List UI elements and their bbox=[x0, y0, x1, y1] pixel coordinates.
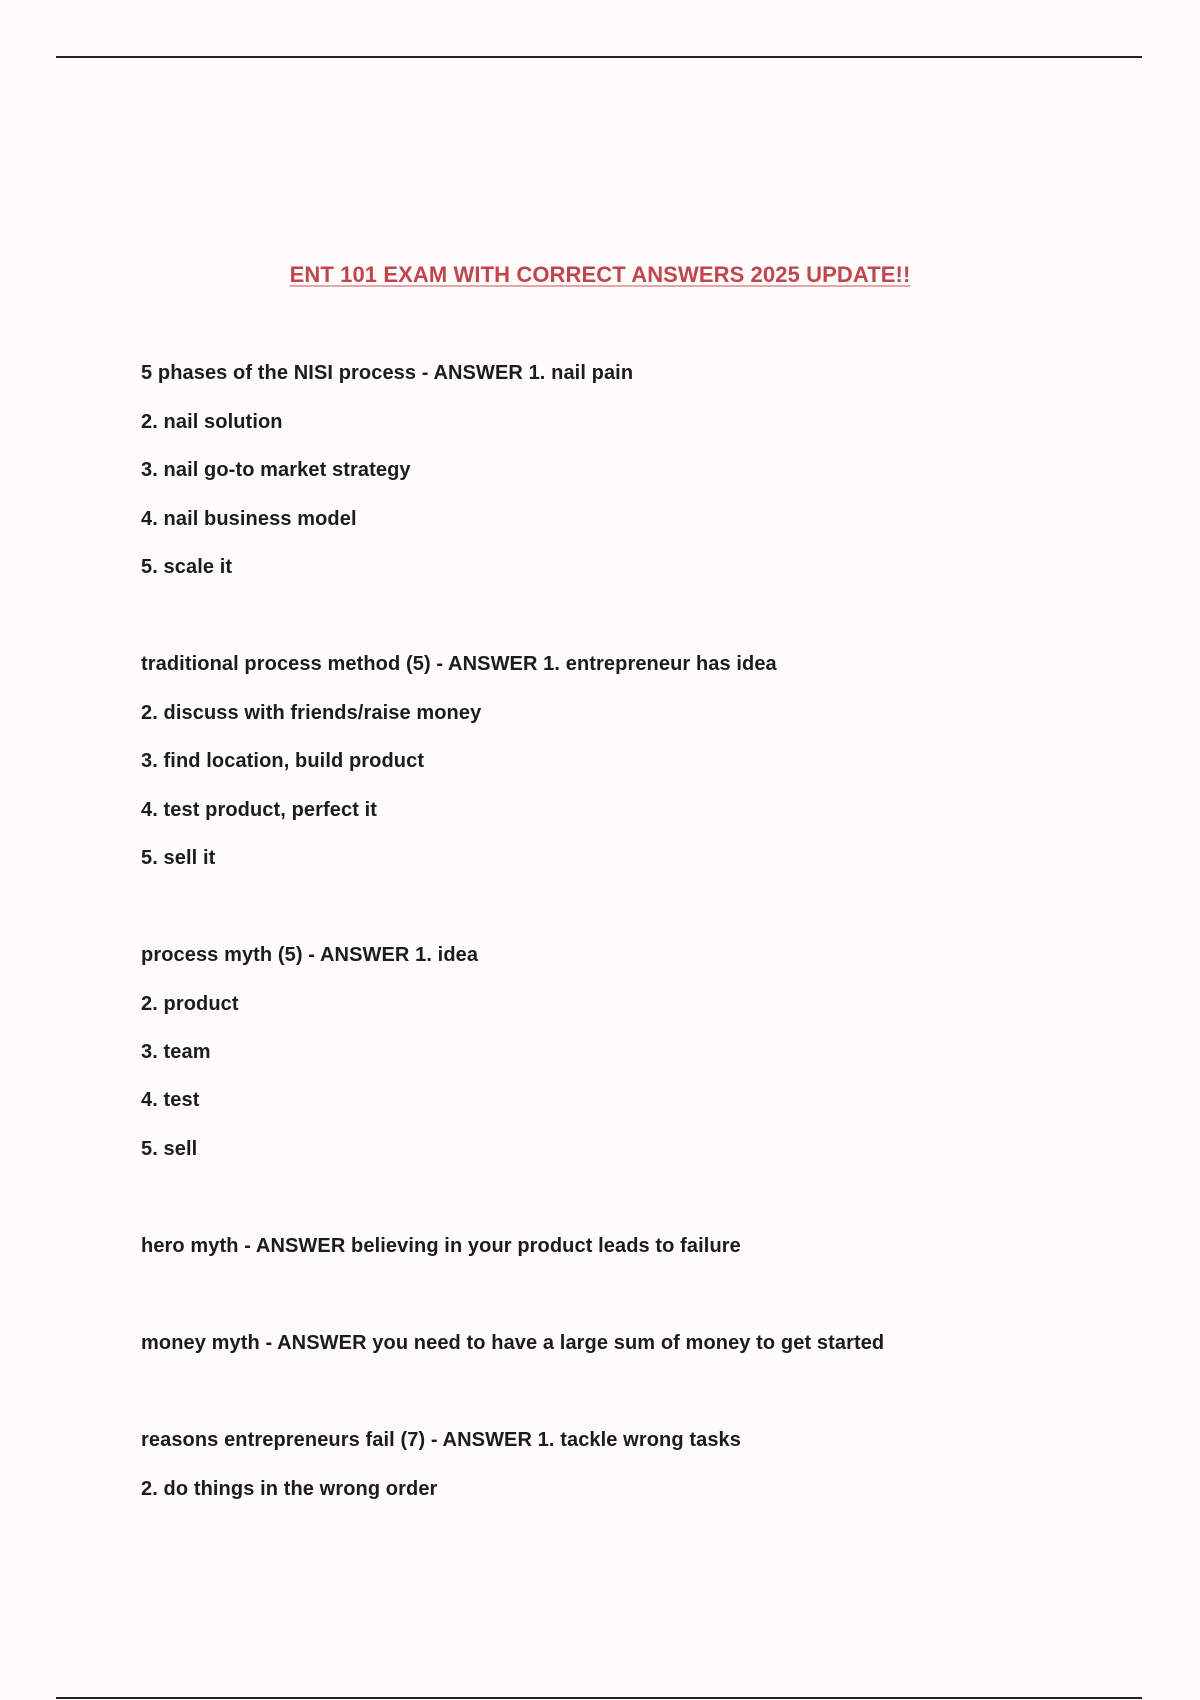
line-process-myth-4: 4. test bbox=[141, 1089, 200, 1111]
document-title: ENT 101 EXAM WITH CORRECT ANSWERS 2025 UPDATE!! bbox=[289, 262, 911, 287]
line-process-myth-question: process myth (5) - ANSWER 1. idea bbox=[141, 944, 479, 966]
line-money-myth: money myth - ANSWER you need to have a large sum of money to get started bbox=[141, 1332, 885, 1354]
top-rule bbox=[56, 56, 1142, 58]
line-traditional-5: 5. sell it bbox=[141, 847, 216, 869]
line-fail-2: 2. do things in the wrong order bbox=[141, 1478, 438, 1500]
line-process-myth-3: 3. team bbox=[141, 1041, 211, 1063]
line-hero-myth: hero myth - ANSWER believing in your product leads to failure bbox=[141, 1235, 741, 1257]
line-traditional-4: 4. test product, perfect it bbox=[141, 799, 378, 821]
line-process-myth-5: 5. sell bbox=[141, 1138, 198, 1160]
bottom-rule bbox=[56, 1697, 1142, 1699]
line-nisi-4: 4. nail business model bbox=[141, 508, 357, 530]
line-traditional-3: 3. find location, build product bbox=[141, 750, 425, 772]
line-fail-question: reasons entrepreneurs fail (7) - ANSWER 1. tackle wrong tasks bbox=[141, 1429, 741, 1451]
line-traditional-question: traditional process method (5) - ANSWER 1. entrepreneur has idea bbox=[141, 653, 777, 675]
line-process-myth-2: 2. product bbox=[141, 993, 239, 1015]
line-nisi-5: 5. scale it bbox=[141, 556, 233, 578]
line-nisi-2: 2. nail solution bbox=[141, 411, 283, 433]
line-nisi-question: 5 phases of the NISI process - ANSWER 1. nail pain bbox=[141, 362, 634, 384]
line-traditional-2: 2. discuss with friends/raise money bbox=[141, 702, 482, 724]
line-nisi-3: 3. nail go-to market strategy bbox=[141, 459, 411, 481]
